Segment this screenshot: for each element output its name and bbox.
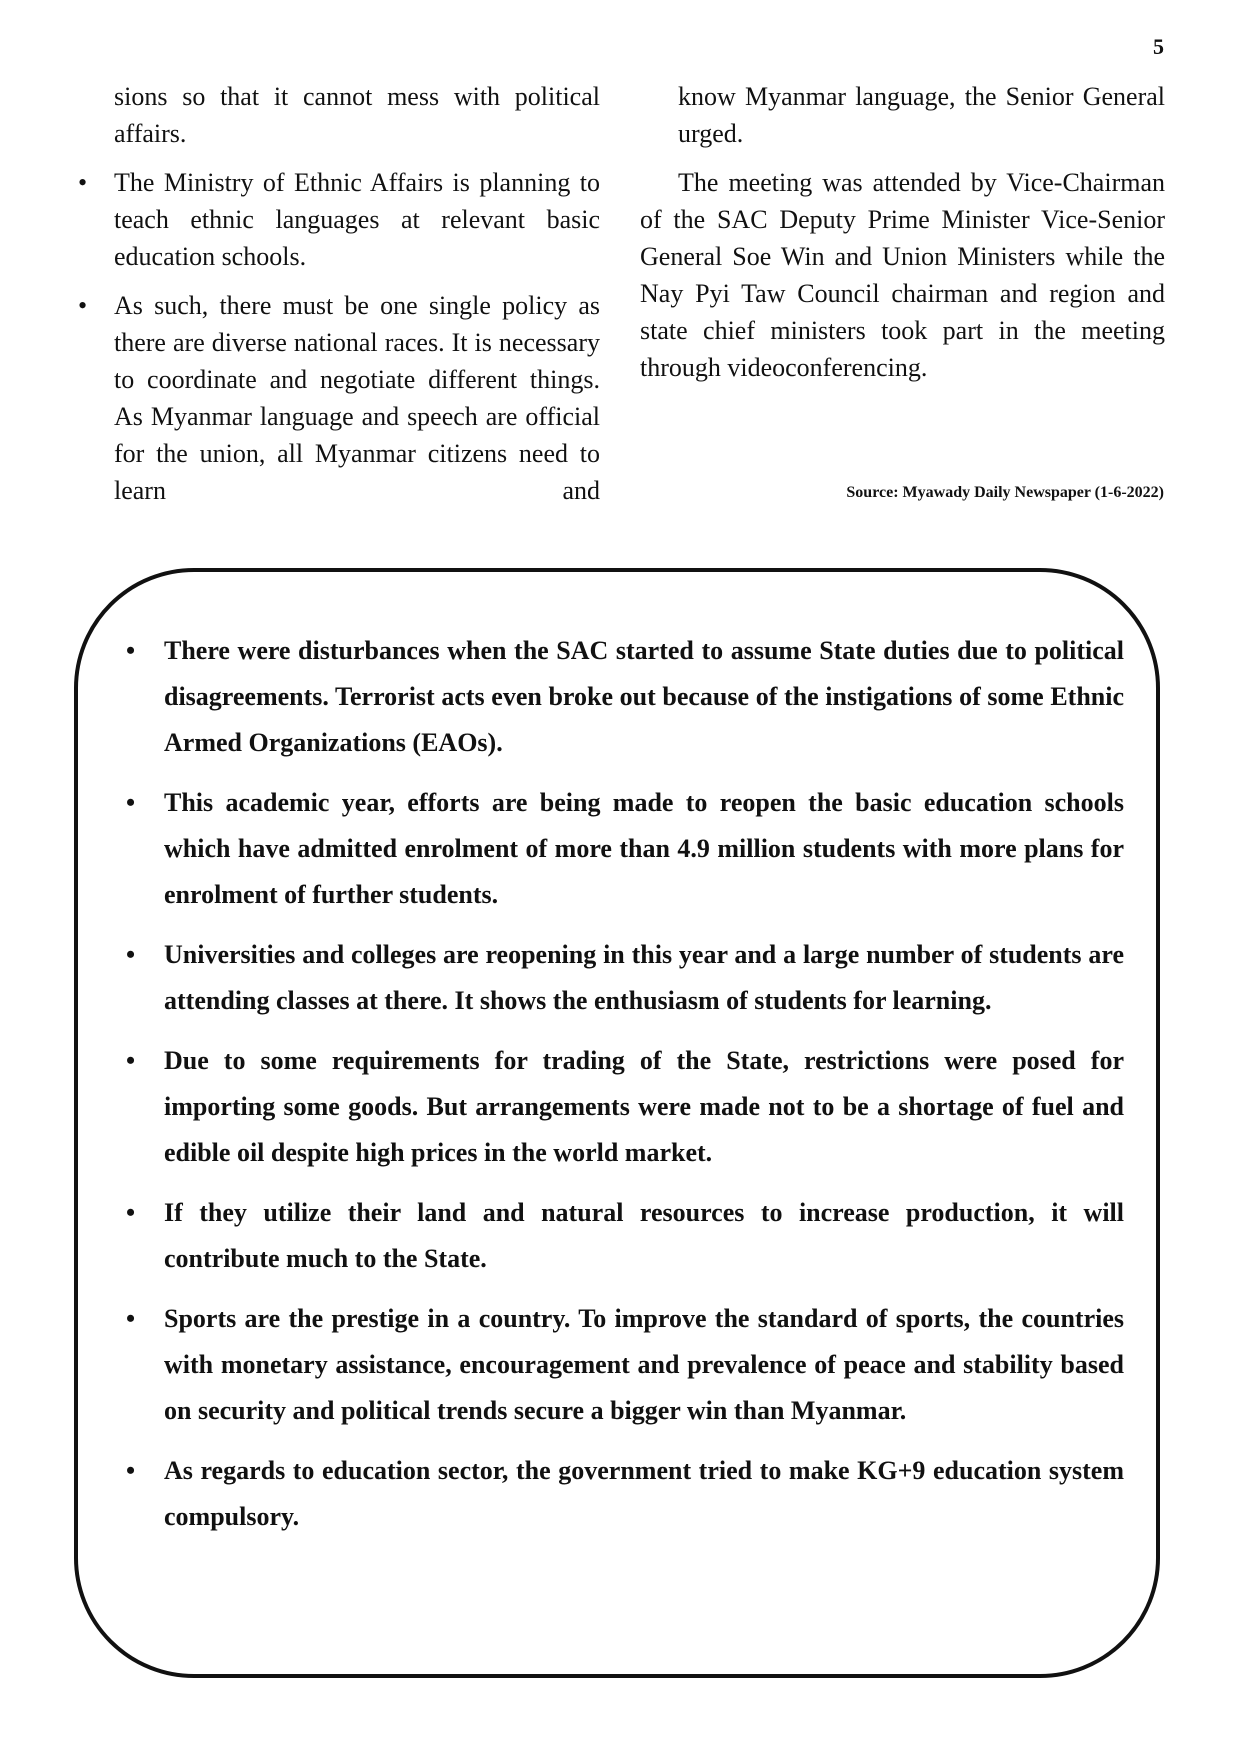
summary-item: • If they utilize their land and natural resources to increase production, it will contribute much to the State. xyxy=(164,1190,1124,1282)
summary-item: • As regards to education sector, the government tried to make KG+9 education system compulsory. xyxy=(164,1448,1124,1540)
left-bullet-item: • As such, there must be one single policy as there are diverse national races. It is necessary to coordinate and negotiate different things. As Myanmar language and speech are official for the union, all Myanmar citizens need to learn and xyxy=(114,287,600,509)
left-column xyxy=(114,78,600,521)
summary-item: • This academic year, efforts are being made to reopen the basic education schools which have admitted enrolment of more than 4.9 million students with more plans for enrolment of further students. xyxy=(164,780,1124,918)
summary-item: • Sports are the prestige in a country. To improve the standard of sports, the countries with monetary assistance, encouragement and prevalence of peace and stability based on security and political trends secure a bigger win than Myanmar. xyxy=(164,1296,1124,1434)
summary-item: • There were disturbances when the SAC started to assume State duties due to political disagreements. Terrorist acts even broke out because of the instigations of some Ethnic Armed Organizations (EAOs). xyxy=(164,628,1124,766)
summary-item: • Universities and colleges are reopening in this year and a large number of students are attending classes at there. It shows the enthusiasm of students for learning. xyxy=(164,932,1124,1024)
summary-box xyxy=(74,568,1160,1678)
page-number: 5 xyxy=(1153,34,1164,59)
right-paragraph: The meeting was attended by Vice-Chairman of the SAC Deputy Prime Minister Vice-Senior General Soe Win and Union Ministers while the Nay Pyi Taw Council chairman and region and state chief ministers took part in the meeting through videoconferencing. xyxy=(640,168,1165,382)
right-continuation-paragraph: know Myanmar language, the Senior General urged. xyxy=(678,82,1165,148)
left-continuation-paragraph: sions so that it cannot mess with political affairs. xyxy=(114,82,600,148)
summary-item: • Due to some requirements for trading of the State, restrictions were posed for importing some goods. But arrangements were made not to be a shortage of fuel and edible oil despite high prices in the world market. xyxy=(164,1038,1124,1176)
right-column xyxy=(640,78,1165,398)
left-bullet-item: • The Ministry of Ethnic Affairs is planning to teach ethnic languages at relevant basic education schools. xyxy=(114,164,600,275)
source-citation: Source: Myawady Daily Newspaper (1-6-2022) xyxy=(846,484,1164,501)
summary-list xyxy=(164,628,1124,1554)
